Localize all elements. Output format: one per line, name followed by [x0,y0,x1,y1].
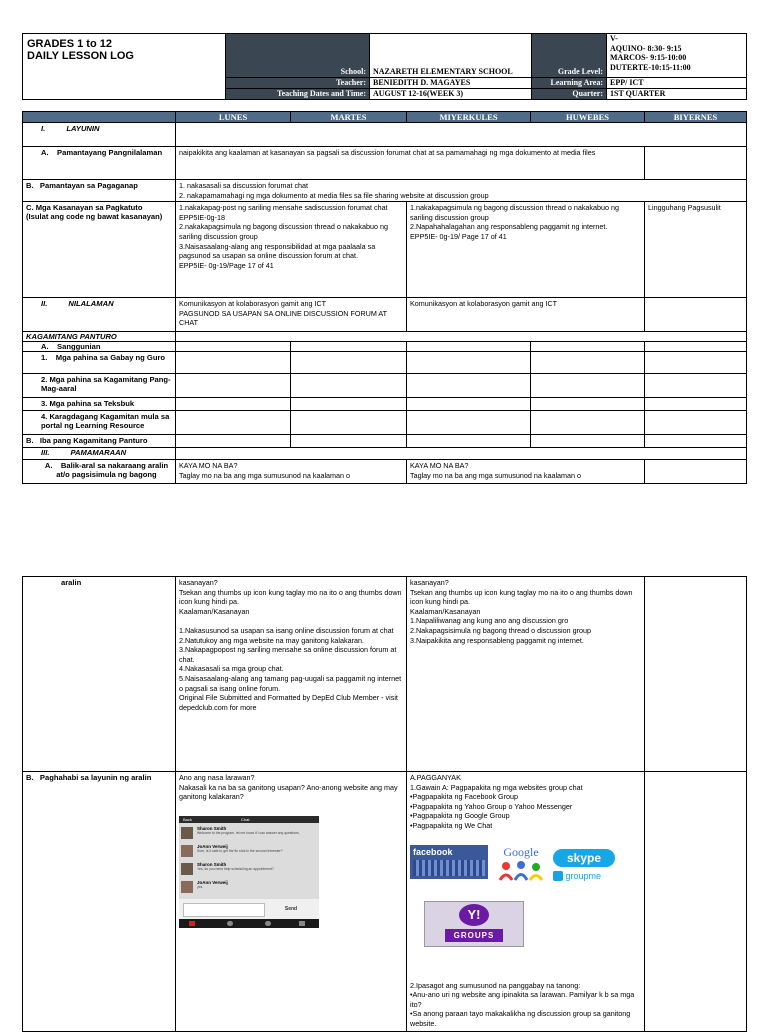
chat-tab-icon [227,921,233,926]
kasanayan-text-3: Lingguhang Pagsusulit [645,202,747,298]
title-cell [23,34,226,100]
empty-cell [407,411,531,435]
empty-cell [645,374,747,398]
empty-cell [407,342,531,352]
teacher-value: BENIEDITH D. MAGAYES [370,78,532,89]
title-line2: DAILY LESSON LOG [27,50,134,62]
quarter-label: Quarter: [532,89,607,100]
chat-send-button: Send [284,905,298,912]
paghahabi-text-2: A.PAGGANYAK 1.Gawain A: Pagpapakita ng mga websites group chat •Pagpapakita ng Facebook Group •Pagpapakita ng Yahoo Group o Yahoo Messenger •Pagpapakita ng Google Group •Pagpapakita ng We Chat [410,773,583,830]
aralin-label: aralin [23,577,176,772]
yahoo-groups-logo [424,901,524,947]
google-people-icon [496,860,546,882]
chat-sender: JoAnn Verweij [197,879,228,885]
yahoo-groups-wordmark: GROUPS [445,929,503,942]
empty-cell [176,435,291,448]
empty-cell [531,398,645,411]
groupme-wordmark: groupme [565,870,602,881]
pamantayan-pagganap-text: 1. nakasasali sa discussion forumat chat 2. nakapamamahagi ng mga dokumento at media files sa file sharing website at discussion group [176,180,747,202]
balik-aral-text-2: KAYA MO NA BA? Taglay mo na ba ang mga sumusunod na kaalaman o [407,460,645,484]
paghahabi-cell-1 [176,772,407,1032]
chat-compose [179,899,319,919]
nilalaman-empty [645,298,747,332]
groupme-icon [553,871,563,881]
chat-sender: Sharon Smith [197,825,227,831]
quarter-value: 1ST QUARTER [607,89,747,100]
day-huwebes: HUWEBES [531,112,645,123]
chat-message [181,843,317,859]
paghahabi-label: B. Paghahabi sa layunin ng aralin [23,772,176,1032]
empty-cell [291,374,407,398]
chat-tabbar [179,919,319,928]
layunin-empty [176,123,747,147]
empty-cell [407,435,531,448]
day-miyerkules: MIYERKULES [407,112,531,123]
chat-text: Welcome to the program, let me know if I can answer any questions. [197,830,300,835]
empty-cell [176,352,291,374]
nilalaman-text-2: Komunikasyon at kolaborasyon gamit ang ICT [407,298,645,332]
area-label: Learning Area: [532,78,607,89]
karagdagang-label: 4. Karagdagang Kagamitan mula sa portal ng Learning Resource [23,411,176,435]
chat-tab-icon [299,921,305,926]
pang-mag-aaral-label: 2. Mga pahina sa Kagamitang Pang-Mag-aaral [23,374,176,398]
pamantayang-pangnilalaman-label: A. Pamantayang Pangnilalaman [23,147,176,180]
google-logo [496,845,546,883]
nilalaman-heading: II. NILALAMAN [23,298,176,332]
days-corner [23,112,176,123]
balik-aral-label: A. Balik-aral sa nakaraang aralin at/o pagsisimula ng bagong [23,460,176,484]
chat-sender: JoAnn Verweij [197,843,228,849]
grade-value: V- AQUINO- 8:30- 9:15 MARCOS- 9:15-10:00 DUTERTE-10:15-11:00 [607,34,747,78]
sanggunian-label: A. Sanggunian [23,342,176,352]
empty-cell [645,398,747,411]
empty-cell [531,374,645,398]
chat-body [179,823,319,899]
lesson-table-page1 [22,111,747,484]
area-value: EPP/ ICT [607,78,747,89]
yahoo-icon: Y! [459,904,489,926]
chat-message [181,861,317,877]
empty-cell [176,374,291,398]
logos-collage [410,845,630,975]
kasanayan-label: C. Mga Kasanayan sa Pagkatuto (Isulat ang code ng bawat kasanayan) [23,202,176,298]
empty-cell [176,398,291,411]
empty-cell [531,342,645,352]
empty-cell [176,411,291,435]
kasanayan-text-1: 1.nakakapag-post ng sariling mensahe sadiscussion forumat chat EPP5IE-0g-18 2.nakakapagsimula ng bagong discussion thread o nakakabuo ng sariling discussion group 3.Naisasaalang-alang ang responsibilidad at mga paalaala sa pagsunod sa usapan sa online discussion forum at chat. EPP5IE- 0g-19/Page 17 of 41 [176,202,407,298]
empty-cell [407,374,531,398]
kasanayan-text-2: 1.nakakapagsimula ng bagong discussion thread o nakakabuo ng sariling discussion group 2.Napahahalagahan ang responsableng paggamit ng internet. EPP5IE- 0g-19/ Page 17 of 41 [407,202,645,298]
chat-title: Chat [241,816,250,822]
teacher-label: Teacher: [226,78,370,89]
empty-cell [645,352,747,374]
gabay-label: 1. Mga pahina sa Gabay ng Guro [23,352,176,374]
school-label: School: [226,34,370,78]
avatar [181,845,193,857]
paghahabi-text-1: Ano ang nasa larawan? Nakasali ka na ba sa ganitong usapan? Ano-anong website ang may ganitong kalakaran? [179,773,398,802]
school-value: NAZARETH ELEMENTARY SCHOOL [370,34,532,78]
chat-screenshot [179,816,319,928]
empty-cell [291,398,407,411]
iba-pang-label: B. Iba pang Kagamitang Panturo [23,435,176,448]
facebook-wordmark: facebook [413,846,453,857]
empty-cell [645,411,747,435]
dates-label: Teaching Dates and Time: [226,89,370,100]
chat-tab-icon [265,921,271,926]
nilalaman-text-1: Komunikasyon at kolaborasyon gamit ang ICT PAGSUNOD SA USAPAN SA ONLINE DISCUSSION FORUM AT CHAT [176,298,407,332]
pamantayang-pangnilalaman-empty [645,147,747,180]
pamantayang-pangnilalaman-text: naipakikita ang kaalaman at kasanayan sa pagsali sa discussion forumat chat at sa pamamahagi ng mga dokumento at media files [176,147,645,180]
day-martes: MARTES [291,112,407,123]
chat-text: Yes, do you need help scheduling an appointment? [197,866,274,871]
avatar [181,827,193,839]
paghahabi-cell-2 [407,772,645,1032]
chat-sender: Sharon Smith [197,861,227,867]
empty-cell [176,342,291,352]
empty-cell [645,435,747,448]
paghahabi-empty [645,772,747,1032]
chat-tab-icon [189,921,195,926]
facebook-people-icon [413,860,485,876]
header-table [22,33,747,100]
avatar [181,881,193,893]
lesson-table-page2 [22,576,747,1032]
day-biyernes: BIYERNES [645,112,747,123]
avatar [181,863,193,875]
balik-aral-empty [645,460,747,484]
chat-message [181,879,317,895]
balik-aral-cont-text-1: kasanayan? Tsekan ang thumbs up icon kung taglay mo na ito o ang thumbs down icon kung hindi pa. Kaalaman/Kasanayan 1.Nakasusunod sa usapan sa isang online discussion forum at chat 2.Natutukoy ang mga website na may ganitong kalakaran. 3.Nakapagpopost ng sariling mensahe sa online discussion forum at chat. 4.Nakasasali sa mga group chat. 5.Naisasaalang-alang ang tamang pag-uugali sa paggamit ng internet o pagsali sa isang online forum. Original File Submitted and Formatted by DepEd Club Member - visit depedclub.com for more [176,577,407,772]
chat-back-button: Back [183,816,192,822]
kagamitan-empty [176,332,747,342]
empty-cell [291,435,407,448]
balik-aral-text-1: KAYA MO NA BA? Taglay mo na ba ang mga sumusunod na kaalaman o [176,460,407,484]
chat-message [181,825,317,841]
pamamaraan-empty [176,448,747,460]
empty-cell [291,342,407,352]
day-lunes: LUNES [176,112,291,123]
empty-cell [407,398,531,411]
paghahabi-text-3: 2.Ipasagot ang sumusunod na panggabay na tanong: •Anu-ano uri ng website ang ipinakita sa larawan. Pamilyar k b sa mga ito? •Sa anong paraan tayo makakalikha ng discussion group sa ganitong website. [410,980,635,1028]
balik-aral-cont-empty [645,577,747,772]
title-line1: GRADES 1 to 12 [27,38,112,50]
layunin-heading: I. LAYUNIN [23,123,176,147]
empty-cell [531,435,645,448]
days-row [23,112,747,123]
empty-cell [531,411,645,435]
empty-cell [645,342,747,352]
facebook-logo [410,845,488,879]
chat-input [183,903,265,917]
pamamaraan-heading: III. PAMAMARAAN [23,448,176,460]
teksbuk-label: 3. Mga pahina sa Teksbuk [23,398,176,411]
skype-logo: skype [553,849,615,867]
dates-value: AUGUST 12-16(WEEK 3) [370,89,532,100]
pamantayan-pagganap-label: B. Pamantayan sa Pagaganap [23,180,176,202]
empty-cell [291,411,407,435]
grade-label: Grade Level: [532,34,607,78]
chat-topbar [179,816,319,823]
empty-cell [531,352,645,374]
balik-aral-cont-text-2: kasanayan? Tsekan ang thumbs up icon kung taglay mo na ito o ang thumbs down icon kung hindi pa. Kaalaman/Kasanayan 1.Napaliliwanag ang kung ano ang discussion gro 2.Nakapagsisimula ng bagong thread o discussion group 3.Naipakikita ang responsableng paggamit ng internet. [407,577,645,772]
empty-cell [407,352,531,374]
kagamitan-heading: KAGAMITANG PANTURO [23,332,176,342]
empty-cell [291,352,407,374]
google-wordmark: Google [503,844,539,859]
chat-text: yes [197,884,203,889]
chat-text: Sure, is it safe to get the flu shot in the second trimester? [197,848,283,853]
groupme-logo [553,869,615,883]
